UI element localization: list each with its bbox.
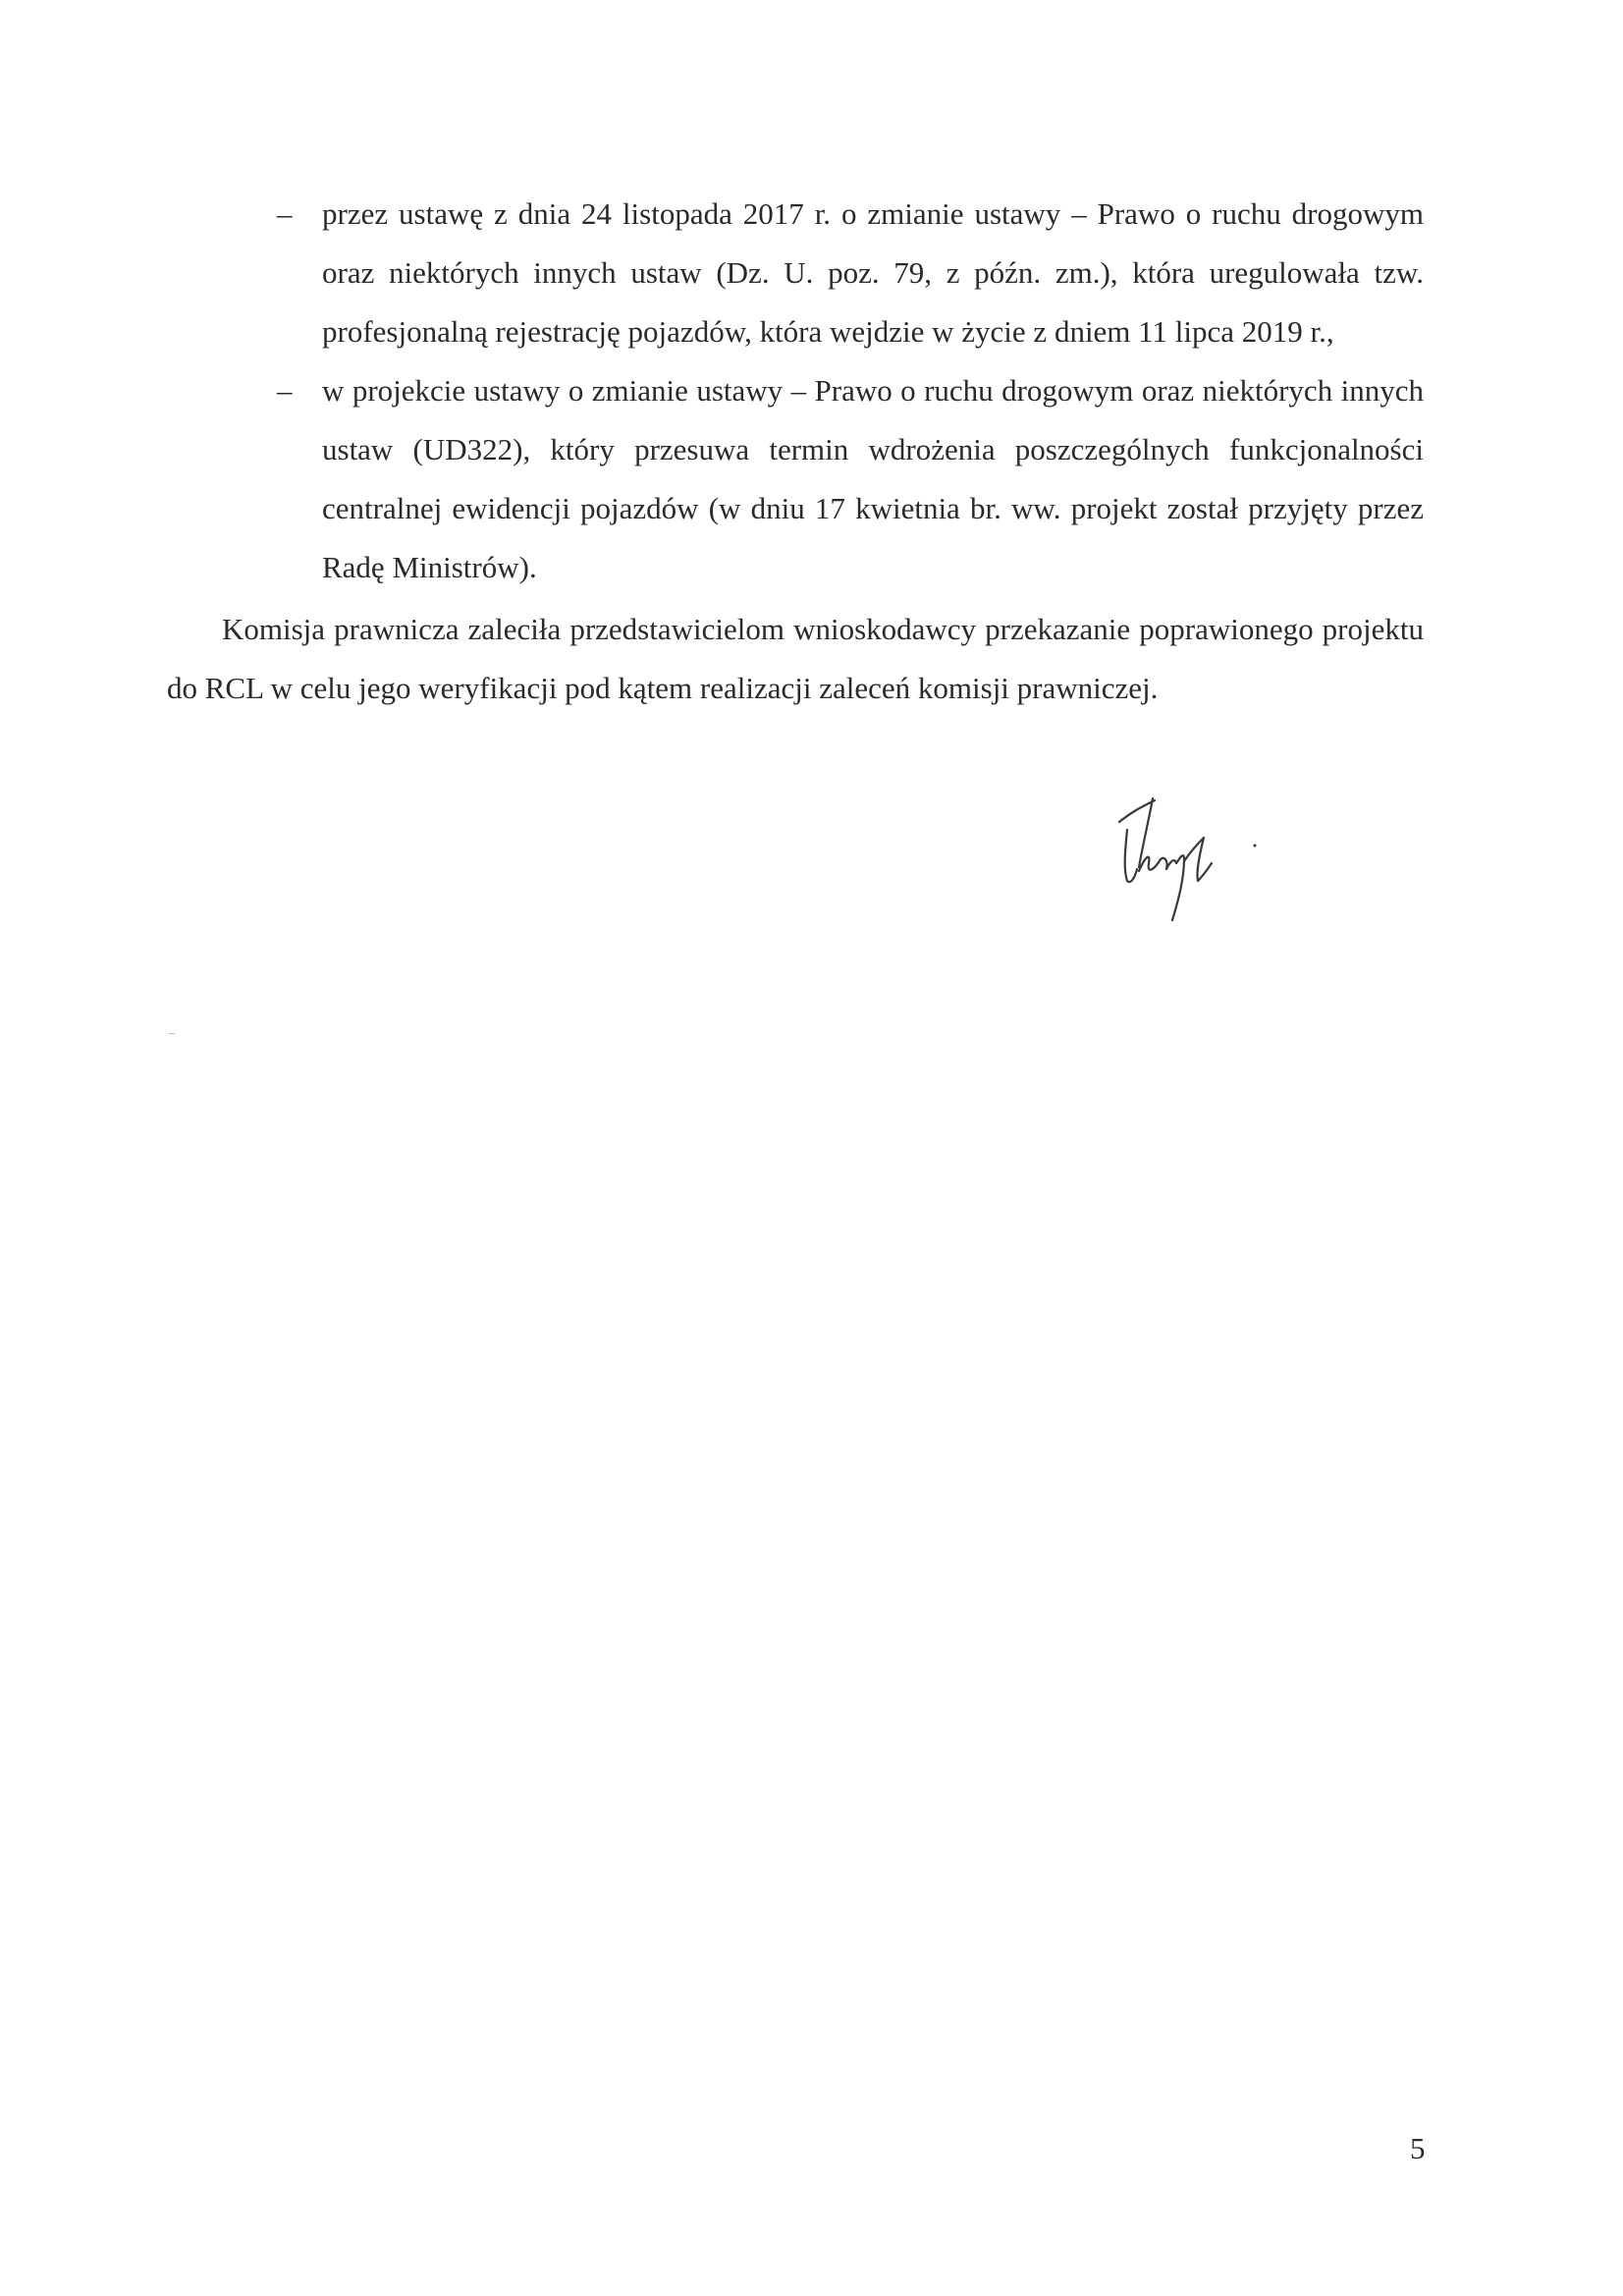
list-item — [167, 185, 1424, 361]
list-item-text: w projekcie ustawy o zmianie ustawy – Prawo o ruchu drogowym oraz niektórych innych ustaw (UD322), który przesuwa termin wdrożenia poszczególnych funkcjonalności centralnej ewidencji pojazdów (w dniu 17 kwietnia br. ww. projekt został przyjęty przez Radę Ministrów). — [322, 373, 1424, 584]
dash-marker: – — [277, 196, 293, 231]
document-body — [167, 185, 1424, 748]
handwritten-signature — [1109, 791, 1286, 948]
closing-paragraph: Komisja prawnicza zaleciła przedstawicielom wnioskodawcy przekazanie poprawionego projektu do RCL w celu jego weryfikacji pod kątem realizacji zaleceń komisji prawniczej. — [167, 612, 1424, 705]
scan-speck — [169, 1033, 175, 1034]
page-number: 5 — [1410, 2131, 1426, 2165]
list-item — [167, 361, 1424, 597]
dash-marker: – — [277, 373, 293, 408]
list-item-text: przez ustawę z dnia 24 listopada 2017 r. o zmianie ustawy – Prawo o ruchu drogowym oraz niektórych innych ustaw (Dz. U. poz. 79, z późn. zm.), która uregulowała tzw. profesjonalną rejestrację pojazdów, która wejdzie w życie z dniem 11 lipca 2019 r., — [322, 196, 1424, 349]
